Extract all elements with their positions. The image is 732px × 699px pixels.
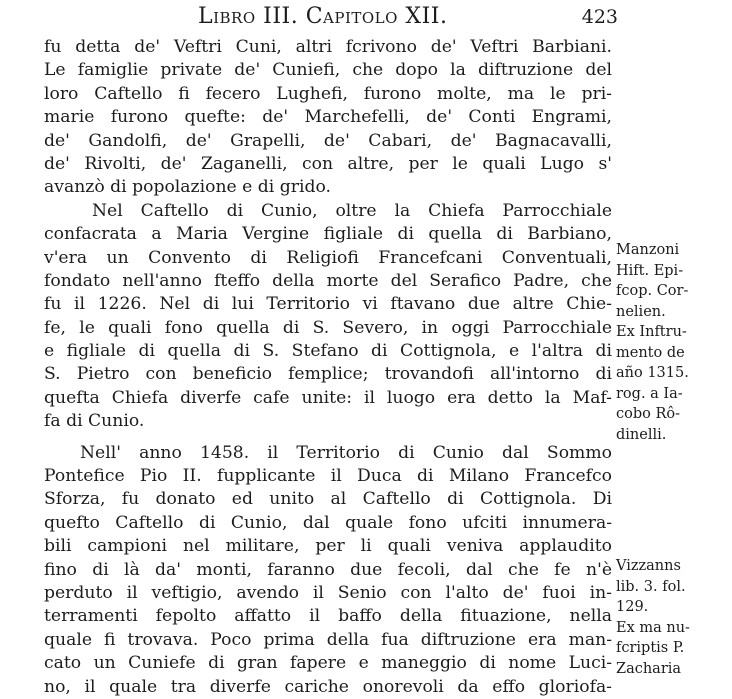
margin-line: año 1315. — [616, 365, 689, 381]
margin-line: Zacharia — [616, 660, 682, 677]
running-header — [58, 4, 618, 34]
text-line: Pontefice Pio II. fupplicante il Duca di Milano Francefco — [44, 466, 612, 487]
text-line: v'era un Convento di Religiofi Francefcani Conventuali, — [44, 247, 612, 268]
margin-line: nelien. — [616, 303, 666, 320]
text-line: Sforza, fu donato ed unito al Caftello di Cottignola. Di — [44, 489, 612, 510]
text-line: perduto il veftigio, avendo il Senio con l'alto de' fuoi in- — [44, 582, 612, 603]
text-line: no, il quale tra diverfe cariche onorevoli da effo gloriofa- — [44, 676, 612, 697]
margin-line: rog. a Ia- — [616, 385, 683, 402]
margin-line: cobo Rô- — [616, 406, 681, 422]
text-line: de' Gandolfi, de' Grapelli, de' Cabari, de' Bagnacavalli, — [44, 130, 612, 151]
text-line: fu il 1226. Nel di lui Territorio vi ftavano due altre Chie- — [44, 294, 612, 315]
text-line: fa di Cunio. — [44, 411, 145, 432]
margin-line: fcop. Cor- — [616, 283, 689, 299]
text-line: confacrata a Maria Vergine figliale di quella di Barbiano, — [44, 224, 612, 245]
margin-line: dinelli. — [616, 426, 667, 443]
text-line: S. Pietro con beneficio femplice; trovandofi all'intorno di — [44, 364, 612, 385]
text-line: quefta Chiefa diverfe cafe unite: il luogo era detto la Maf- — [44, 387, 612, 408]
text-line: marie furono quefte: de' Marchefelli, de' Conti Engrami, — [44, 107, 612, 128]
margin-line: Manzoni — [616, 242, 680, 258]
chapter-title: Libro III. Capitolo XII. — [198, 4, 448, 29]
paragraph-gap — [44, 434, 612, 442]
text-line: fondato nell'anno fteffo della morte del Serafico Padre, che — [44, 270, 612, 291]
page-number: 423 — [581, 6, 618, 28]
text-line: fu detta de' Veftri Cuni, altri fcrivono de' Veftri Barbiani. — [44, 37, 612, 57]
margin-line: Vizzanns — [616, 558, 681, 574]
text-line: terramenti fepolto affatto il baffo della fituazione, nella — [44, 606, 612, 627]
margin-line: 129. — [616, 599, 649, 615]
text-line: cato un Cuniefe di gran fapere e maneggio di nome Luci- — [44, 653, 612, 674]
text-line: Le famiglie private de' Cuniefi, che dopo la diftruzione del — [44, 60, 612, 81]
text-line: bili campioni nel militare, per li quali veniva applaudito — [44, 536, 612, 557]
margin-line: mento de — [616, 344, 685, 361]
text-line: fino di là da' monti, faranno due fecoli, dal che fe n'è — [44, 559, 612, 580]
margin-line: lib. 3. fol. — [616, 578, 686, 595]
text-line: Nell' anno 1458. il Territorio di Cunio dal Sommo — [80, 442, 612, 463]
text-line: de' Rivolti, de' Zaganelli, con altre, per le quali Lugo s' — [44, 153, 612, 174]
margin-line: Ex ma nu- — [616, 619, 690, 636]
margin-line: Ex Inftru- — [616, 324, 687, 340]
text-line: fe, le quali fono quella di S. Severo, in oggi Parrocchiale — [44, 317, 612, 338]
body-text — [44, 36, 612, 699]
margin-note-manzoni — [616, 240, 728, 445]
text-line: e figliale di quella di S. Stefano di Cottignola, e l'altra di — [44, 341, 612, 362]
text-line: loro Caftello fi fecero Lughefi, furono molte, ma le pri- — [44, 83, 612, 104]
text-line: Nel Caftello di Cunio, oltre la Chiefa Parrocchiale — [92, 200, 612, 221]
text-line: avanzò di popolazione e di grido. — [44, 177, 331, 198]
margin-line: Hift. Epi- — [616, 262, 684, 279]
text-line: quefto Caftello di Cunio, dal quale fono ufciti innumera- — [44, 512, 612, 533]
text-line: quale fi trovava. Poco prima della fua diftruzione era man- — [44, 629, 612, 650]
margin-note-vizzanns — [616, 556, 728, 679]
margin-line: fcriptis P. — [616, 640, 685, 656]
